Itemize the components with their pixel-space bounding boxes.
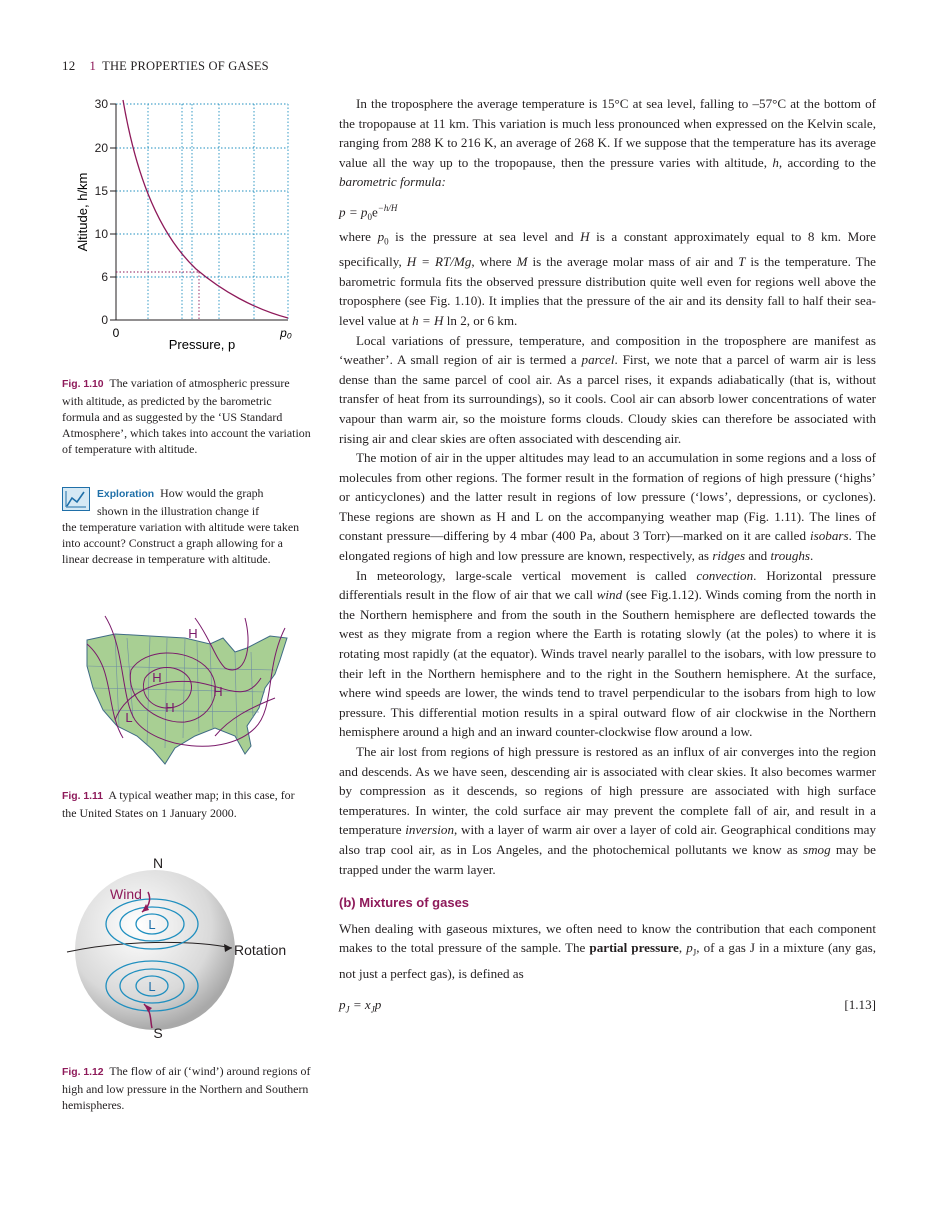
y-tick-label: 0 (101, 313, 108, 327)
equation-partial-pressure: $p_J = x_Jp$ [1.13] (339, 997, 876, 1015)
fig-1-11-weather-map (75, 608, 310, 783)
map-label-high: H (165, 700, 175, 715)
rotation-label: Rotation (234, 942, 287, 958)
y-tick-label: 30 (94, 97, 108, 111)
page-number: 12 (62, 58, 76, 73)
main-text-column (339, 94, 876, 1023)
chapter-number: 1 (89, 58, 97, 73)
paragraph: When dealing with gaseous mixtures, we often need to know the contribution that each component makes to the total pressure of the sample. The partial pressure, $p_J$, of a gas J in a mixture (any gas, not just a perfect gas), is defined as (339, 920, 877, 981)
half-pressure-marker (116, 272, 199, 320)
section-heading: (b) Mixtures of gases (339, 895, 470, 911)
globe (75, 870, 235, 1030)
paragraph: In the troposphere the average temperature is 15°C at sea level, falling to –57°C at the bottom of the tropopause at 11 km. This variation is much less pronounced when expressed on the Kelvin scale, ranging from 288 K to 216 K, an average of 268 K. If we suppose that the temperature has its average value all the way up to the tropopause, then the pressure varies with altitude, h, according to the barometric formula: (339, 96, 876, 190)
map-label-high: H (188, 626, 198, 641)
fig-1-10-caption (62, 375, 312, 457)
chart-grid (116, 104, 288, 320)
fig-1-11-caption (62, 787, 312, 821)
x-axis-label: Pressure, p (168, 337, 236, 352)
map-label-high: H (152, 670, 162, 685)
exploration-label: Exploration (97, 489, 155, 500)
exploration-box (62, 485, 312, 567)
caption-text: A typical weather map; in this case, for the United States on 1 January 2000. (62, 788, 295, 820)
exploration-text: shown in the illustration change if (97, 504, 260, 518)
chapter-title: THE PROPERTIES OF GASES (102, 59, 269, 73)
north-label: N (152, 855, 164, 871)
south-label: S (153, 1025, 163, 1041)
y-axis-label: Altitude, h/km (75, 172, 90, 252)
low-label-south: L (148, 979, 156, 994)
paragraph: The motion of air in the upper altitudes may lead to an accumulation in some regions and a loss of molecules from other regions. The former result in the formation of regions of high pressure (‘highs’ or anticyclones) and the latter result in regions of low pressure (‘lows’, depressions, or cyclones). These regions are shown as H and L on the accompanying weather map (Fig. 1.11). The lines of constant pressure—differing by 4 mbar (400 Pa, about 3 Torr)—marked on it are called isobars. The elongated regions of high and low pressure are known, respectively, as ridges and troughs. (339, 450, 876, 564)
fig-1-10-chart (62, 94, 322, 364)
y-tick-label: 10 (94, 227, 108, 241)
equation-barometric: $p = p_0e^{-h/H}$ (339, 202, 398, 222)
caption-text: The variation of atmospheric pressure with altitude, as predicted by the barometric formula and as suggested by the ‘US Standard Atmosphere’, which takes into account the variation of temperature with altitude. (62, 376, 311, 456)
wind-label: Wind (110, 886, 142, 902)
paragraph: The air lost from regions of high pressure is restored as an influx of air converges into the region and descends. As we have seen, descending air is associated with clear skies. It also becomes warmer by compression as it descends, so regions of high pressure are associated with high surface temperatures. In winter, the cold surface air may prevent the complete fall of air, and result in a temperature inversion, with a layer of warm air over a layer of cold air. Geographical conditions may also trap cool air, as in Los Angeles, and the photochemical pollutants we know as smog may be trapped under the warm layer. (339, 744, 876, 877)
map-label-low: L (125, 710, 133, 725)
caption-label: Fig. 1.10 (62, 379, 104, 390)
fig-1-12-caption (62, 1063, 312, 1113)
paragraph: where $p_0$ is the pressure at sea level and H is a constant approximately equal to 8 km. More specifically, H = RT/Mg, where M is the average molar mass of air and T is the temperature. The barometric formula fits the observed pressure distribution quite well even for regions well above the troposphere (see Fig. 1.10). It implies that the pressure of the air and its density fall to half their sea-level value at h = H ln 2, or 6 km. (339, 228, 876, 328)
exploration-text: How would the graph (160, 486, 264, 500)
running-header (62, 58, 269, 74)
exploration-text: the temperature variation with altitude were taken into account? Construct a graph allowing for a linear decrease in temperature with altitude. (62, 520, 300, 566)
caption-text: The flow of air (‘wind’) around regions of high and low pressure in the Northern and Southern hemispheres. (62, 1064, 311, 1112)
x-tick-label: p₀ (280, 326, 292, 340)
y-tick-label: 15 (94, 184, 108, 198)
fig-1-12-globe-diagram (62, 852, 317, 1042)
map-label-high: H (213, 684, 223, 699)
low-label-north: L (148, 917, 156, 932)
caption-label: Fig. 1.11 (62, 791, 104, 802)
caption-label: Fig. 1.12 (62, 1067, 104, 1078)
paragraph: Local variations of pressure, temperature, and composition in the troposphere are manifest as ‘weather’. A small region of air is termed a parcel. First, we note that a parcel of warm air is less dense than the same parcel of cool air. As a parcel rises, it expands adiabatically (that is, without transfer of heat from its surroundings), so it cools. Cool air can absorb lower concentrations of water vapour than warm air, so the moisture forms clouds. Cloudy skies can therefore be associated with rising air and clear skies are often associated with descending air. (339, 332, 876, 446)
y-tick-label: 20 (94, 141, 108, 155)
y-tick-label: 6 (101, 270, 108, 284)
chart-axes (110, 104, 288, 320)
paragraph: In meteorology, large-scale vertical movement is called convection. Horizontal pressure differentials result in the flow of air that we call wind (see Fig.1.12). Winds coming from the north in the Northern hemisphere and from the south in the Southern hemisphere are deflected towards the west as they migrate from a region where the Earth is rotating slowly (at the poles) to where it is rotating most rapidly (at the equator). Winds travel nearly parallel to the isobars, with low pressure to their left in the Northern hemisphere and to the right in the Southern hemisphere. At the surface, where wind speeds are lower, the winds tend to travel perpendicular to the isobars from high to low pressure. This differential motion results in a spiral outward flow of air clockwise in the Northern hemisphere around a high and an inward counter-clockwise flow around a low. (339, 567, 876, 740)
equation-number: [1.13] (844, 997, 876, 1013)
x-tick-label: 0 (112, 326, 120, 340)
